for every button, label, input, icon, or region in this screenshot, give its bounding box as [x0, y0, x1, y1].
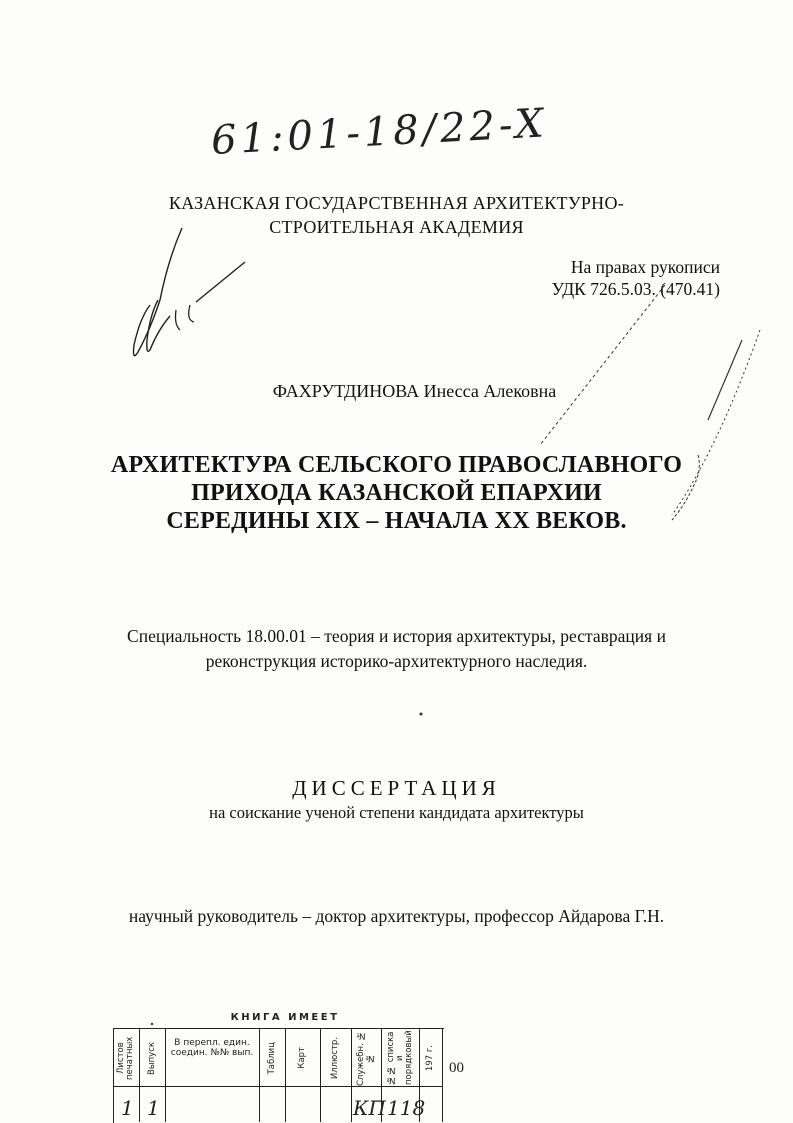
column-sheets: Листов печатных	[116, 1036, 135, 1080]
udk-code: УДК 726.5.03. (470.41)	[551, 279, 720, 299]
cell-service: КП	[353, 1096, 386, 1120]
handwritten-archive-code: 61:01-18/22-X	[210, 100, 549, 164]
supervisor-line: научный руководитель – доктор архитектуры, профессор Айдарова Г.Н.	[128, 906, 665, 926]
cell-list: 118	[387, 1096, 426, 1120]
signature-stroke	[708, 340, 742, 420]
column-list: №№ списка и порядковый	[385, 1030, 414, 1086]
title-line-1: АРХИТЕКТУРА СЕЛЬСКОГО ПРАВОСЛАВНОГО	[110, 452, 683, 478]
title-line-2: ПРИХОДА КАЗАНСКОЙ ЕПАРХИИ	[191, 480, 602, 506]
dissertation-title	[0, 451, 793, 535]
column-issue: Выпуск	[146, 1041, 157, 1075]
stamp-column-divider	[442, 1028, 443, 1122]
institution-line-2: СТРОИТЕЛЬНАЯ АКАДЕМИЯ	[269, 217, 524, 237]
column-maps: Карт	[297, 1047, 307, 1069]
specialty-line-1: Специальность 18.00.01 – теория и история архитектуры, реставрация и	[127, 626, 666, 646]
author-name: ФАХРУТДИНОВА Инесса Алековна	[272, 381, 557, 401]
signature-stroke	[540, 285, 665, 445]
signature-stroke	[176, 305, 195, 330]
dissertation-subtitle: на соискание ученой степени кандидата архитектуры	[209, 803, 584, 822]
stamp-row-divider	[113, 1086, 443, 1087]
column-binding: В перепл. един. соедин. №№ вып.	[170, 1038, 254, 1058]
dissertation-heading: ДИССЕРТАЦИЯ	[292, 776, 501, 800]
institution-name	[0, 191, 793, 239]
stamp-column-divider	[165, 1028, 166, 1122]
title-line-3: СЕРЕДИНЫ XIX – НАЧАЛА XX ВЕКОВ.	[166, 508, 627, 534]
signature-stroke	[134, 228, 183, 356]
rights-line: На правах рукописи	[570, 257, 720, 277]
manuscript-rights	[530, 256, 720, 300]
column-service: Служебн. №№	[356, 1030, 375, 1086]
stamp-caption: КНИГА ИМЕЕТ	[230, 1012, 340, 1023]
signature-stroke	[196, 262, 245, 302]
specialty	[0, 624, 793, 674]
column-year: 197 г.	[425, 1044, 435, 1072]
cell-issue: 1	[147, 1096, 160, 1120]
specialty-line-2: реконструкция историко-архитектурного наследия.	[205, 651, 588, 671]
stamp-extra-value: 00	[449, 1060, 464, 1076]
column-illustrations: Иллюстр.	[330, 1036, 340, 1080]
library-stamp-table	[113, 1012, 464, 1122]
scan-speck	[420, 713, 423, 716]
cell-sheets: 1	[121, 1096, 134, 1120]
institution-line-1: КАЗАНСКАЯ ГОСУДАРСТВЕННАЯ АРХИТЕКТУРНО-	[168, 193, 625, 213]
column-tables: Таблиц	[266, 1041, 277, 1075]
